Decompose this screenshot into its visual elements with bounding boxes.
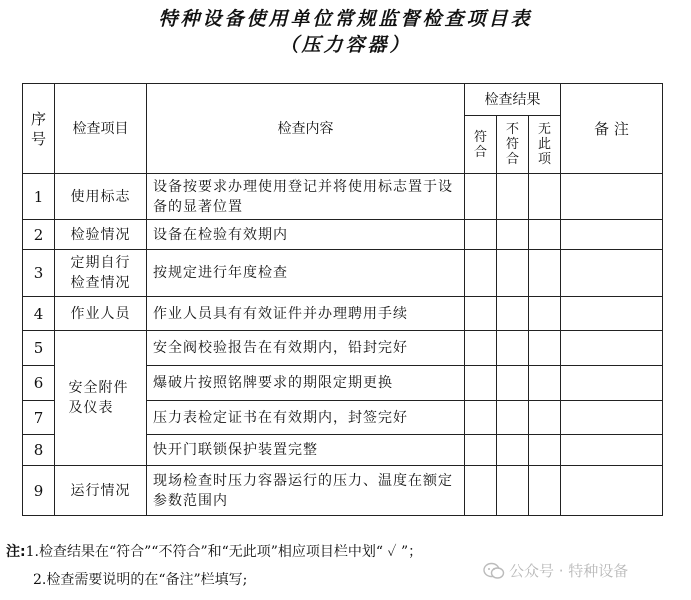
- remark-cell[interactable]: [561, 220, 663, 250]
- conform-cell[interactable]: [465, 366, 497, 401]
- row-number: 7: [23, 401, 55, 435]
- row-content: 作业人员具有有效证件并办理聘用手续: [147, 297, 465, 331]
- na-cell[interactable]: [529, 174, 561, 220]
- table-row: [23, 220, 663, 250]
- row-content: 按规定进行年度检查: [147, 250, 465, 297]
- table-row: [23, 297, 663, 331]
- row-number: 2: [23, 220, 55, 250]
- header-remark: 备 注: [561, 84, 663, 174]
- table-row: [23, 331, 663, 366]
- remark-cell[interactable]: [561, 297, 663, 331]
- header-result: 检查结果: [465, 84, 561, 116]
- header-row-1: [23, 84, 663, 116]
- conform-cell[interactable]: [465, 174, 497, 220]
- remark-cell[interactable]: [561, 174, 663, 220]
- row-number: 8: [23, 435, 55, 466]
- page-title: 特种设备使用单位常规监督检查项目表: [158, 8, 533, 30]
- header-content: 检查内容: [147, 84, 465, 174]
- row-item: 使用标志: [55, 174, 147, 220]
- row-content: 现场检查时压力容器运行的压力、温度在额定参数范围内: [147, 466, 465, 516]
- remark-cell[interactable]: [561, 435, 663, 466]
- notes: [6, 538, 422, 594]
- nonconform-cell[interactable]: [497, 401, 529, 435]
- na-cell[interactable]: [529, 435, 561, 466]
- nonconform-cell[interactable]: [497, 220, 529, 250]
- row-number: 3: [23, 250, 55, 297]
- header-item: 检查项目: [55, 84, 147, 174]
- row-item: 定期自行检查情况: [55, 250, 147, 297]
- row-number: 4: [23, 297, 55, 331]
- conform-cell[interactable]: [465, 466, 497, 516]
- conform-cell[interactable]: [465, 220, 497, 250]
- inspection-table: [22, 83, 663, 516]
- remark-cell[interactable]: [561, 401, 663, 435]
- na-cell[interactable]: [529, 366, 561, 401]
- header-conform: 符合: [465, 116, 497, 174]
- na-cell[interactable]: [529, 466, 561, 516]
- note-prefix: 注:: [6, 544, 26, 560]
- note-2: 2.检查需要说明的在“备注”栏填写;: [33, 572, 248, 588]
- table-row: [23, 250, 663, 297]
- watermark-text: 公众号 · 特种设备: [509, 562, 629, 580]
- na-cell[interactable]: [529, 250, 561, 297]
- header-nonconform: 不符合: [497, 116, 529, 174]
- remark-cell[interactable]: [561, 331, 663, 366]
- row-content: 安全阀校验报告在有效期内，铅封完好: [147, 331, 465, 366]
- header-no: 序号: [23, 84, 55, 174]
- row-number: 5: [23, 331, 55, 366]
- na-cell[interactable]: [529, 331, 561, 366]
- conform-cell[interactable]: [465, 401, 497, 435]
- row-item-safety: 安全附件及仪表: [55, 331, 147, 466]
- conform-cell[interactable]: [465, 435, 497, 466]
- remark-cell[interactable]: [561, 466, 663, 516]
- row-content: 压力表检定证书在有效期内，封签完好: [147, 401, 465, 435]
- conform-cell[interactable]: [465, 297, 497, 331]
- nonconform-cell[interactable]: [497, 250, 529, 297]
- row-item: 作业人员: [55, 297, 147, 331]
- page-subtitle: （压力容器）: [279, 34, 412, 56]
- row-content: 设备按要求办理使用登记并将使用标志置于设备的显著位置: [147, 174, 465, 220]
- row-content: 爆破片按照铭牌要求的期限定期更换: [147, 366, 465, 401]
- row-item: 检验情况: [55, 220, 147, 250]
- note-1-text: 1.检查结果在“符合”“不符合”和“无此项”相应项目栏中划“ ✓ ”；: [25, 544, 423, 560]
- nonconform-cell[interactable]: [497, 466, 529, 516]
- nonconform-cell[interactable]: [497, 297, 529, 331]
- row-number: 1: [23, 174, 55, 220]
- row-number: 6: [23, 366, 55, 401]
- conform-cell[interactable]: [465, 250, 497, 297]
- nonconform-cell[interactable]: [497, 366, 529, 401]
- header-na: 无此项: [529, 116, 561, 174]
- table-row: [23, 174, 663, 220]
- na-cell[interactable]: [529, 220, 561, 250]
- nonconform-cell[interactable]: [497, 435, 529, 466]
- watermark: [483, 560, 628, 581]
- row-content: 快开门联锁保护装置完整: [147, 435, 465, 466]
- nonconform-cell[interactable]: [497, 174, 529, 220]
- na-cell[interactable]: [529, 297, 561, 331]
- row-item: 运行情况: [55, 466, 147, 516]
- conform-cell[interactable]: [465, 331, 497, 366]
- row-number: 9: [23, 466, 55, 516]
- table-row: [23, 466, 663, 516]
- row-content: 设备在检验有效期内: [147, 220, 465, 250]
- nonconform-cell[interactable]: [497, 331, 529, 366]
- na-cell[interactable]: [529, 401, 561, 435]
- wechat-icon: [483, 562, 505, 580]
- note-1: [6, 538, 422, 566]
- remark-cell[interactable]: [561, 366, 663, 401]
- remark-cell[interactable]: [561, 250, 663, 297]
